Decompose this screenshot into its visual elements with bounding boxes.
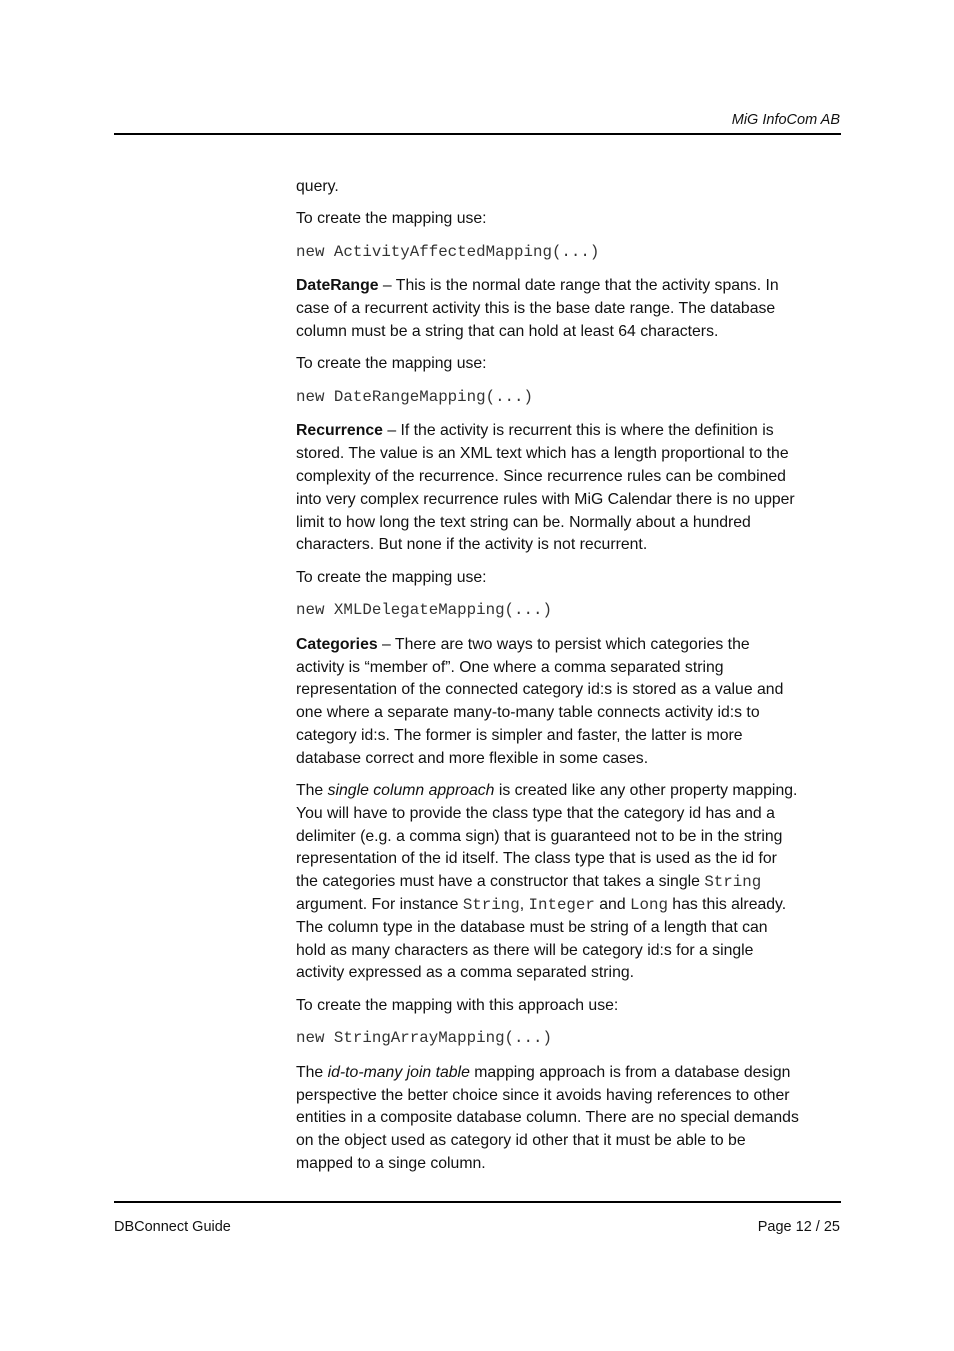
paragraph-daterange [296,275,801,343]
code-snippet: new XMLDelegateMapping(...) [296,600,552,619]
inline-code: Integer [528,896,595,915]
paragraph: To create the mapping use: [296,355,487,373]
header-rule [114,133,841,135]
text: – There are two ways to persist which categories the activity is “member of”. One where a comma separated string representation of the connected category id:s is stored as a value and one where a separate many-to-many table connects activity id:s to category id:s. The former is simpler and faster, the latter is more database correct and more flexible in some cases. [296,635,784,767]
code-snippet: new ActivityAffectedMapping(...) [296,242,600,261]
text: argument. For instance [296,896,463,914]
text: has this already. The column type in the database must be string of a length that can hold as many characters as there will be category id:s for a single activity expressed as a comma separated string. [296,896,787,982]
paragraph: To create the mapping with this approach use: [296,996,619,1014]
footer-rule [114,1201,841,1203]
text: – If the activity is recurrent this is where the definition is stored. The value is an XML text which has a length proportional to the complexity of the recurrence. Since recurrence rules can be combined into very complex recurrence rules with MiG Calendar there is no upper limit to how long the text string can be. Normally about a hundred characters. But none if the activity is not recurrent. [296,422,795,554]
footer-page-number: Page 12 / 25 [757,1219,840,1235]
text: The [296,782,328,800]
paragraph-recurrence [296,420,801,557]
text: – This is the normal date range that the activity spans. In case of a recurrent activity this is the base date range. The database column must be a string that can hold at least 64 characters. [296,277,779,340]
inline-code: Long [630,896,668,915]
paragraph: To create the mapping use: [296,210,487,228]
inline-code: String [704,873,762,892]
term: Recurrence [296,422,383,440]
header-company: MiG InfoCom AB [731,112,840,128]
footer-guide-title: DBConnect Guide [114,1219,231,1235]
code-snippet: new StringArrayMapping(...) [296,1029,552,1047]
term: Categories [296,635,378,653]
paragraph-single-column [296,780,801,985]
text: and [594,896,630,914]
text: is created like any other property mapping. You will have to provide the class type that the category id has and a delimiter (e.g. a comma sign) that is guaranteed not to be in the string representation of the id itself. The class type that is used as the id for the categories must have a constructor that takes a single [296,782,798,891]
text: , [519,896,529,914]
text: mapping approach is from a database design perspective the better choice since it avoids having references to other entities in a composite database column. There are no special demands on the object used as category id other that it must be able to be mapped to a singe column. [296,1063,799,1172]
paragraph-categories [296,634,801,771]
emphasis: id-to-many join table [327,1063,470,1081]
emphasis: single column approach [327,782,495,800]
paragraph-join-table [296,1062,801,1176]
inline-code: String [462,896,520,915]
page-body [296,176,801,1185]
paragraph: To create the mapping use: [296,568,487,586]
code-snippet: new DateRangeMapping(...) [296,387,533,406]
term: DateRange [296,277,379,295]
text: The [296,1063,328,1081]
paragraph: query. [296,178,339,195]
